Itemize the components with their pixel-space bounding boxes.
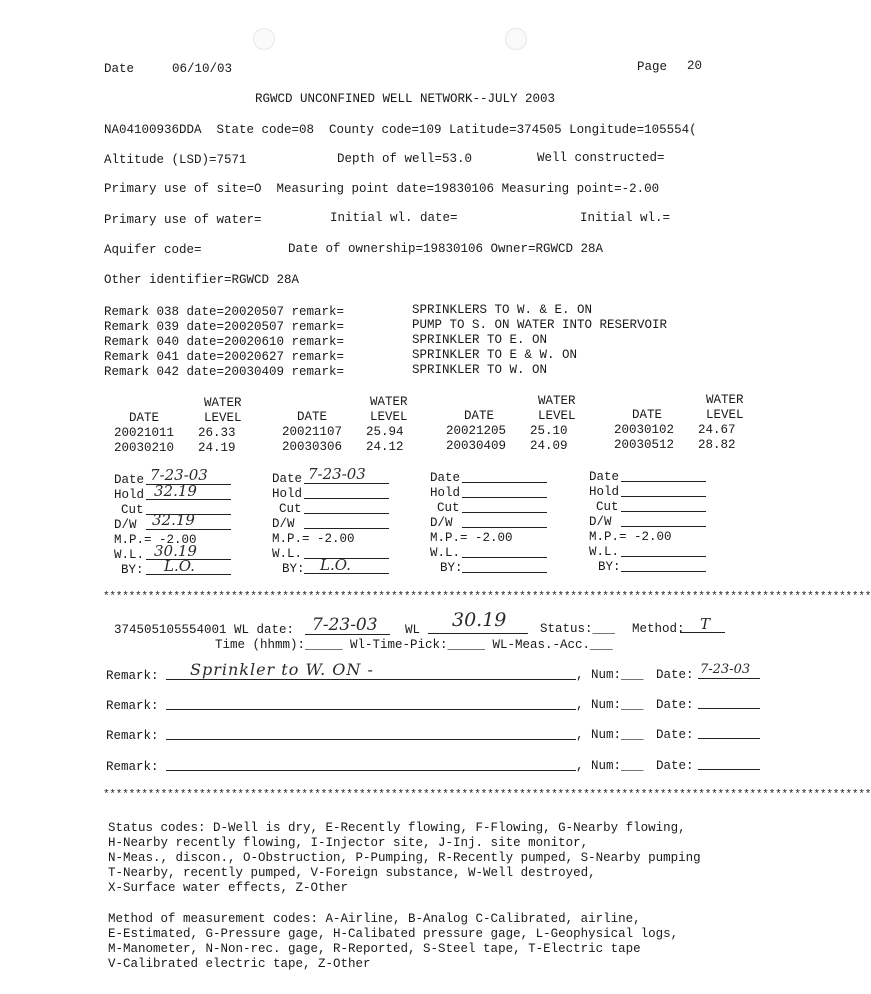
col-header-water: WATER [204,396,242,410]
form-by-label: BY: [121,563,144,577]
form-date-label: Date [430,471,461,485]
form-hold-label: Hold [589,485,620,499]
table-cell: 28.82 [698,438,736,452]
remark-field[interactable] [166,709,576,710]
hand-by: L.O. [320,556,351,574]
form-wl-field[interactable] [462,557,547,558]
remark-row-right: SPRINKLER TO E & W. ON [412,348,578,362]
method-code-line: V-Calibrated electric tape, Z-Other [108,957,371,971]
table-cell: 20030306 [282,440,343,454]
table-cell: 24.12 [366,440,404,454]
hand-entry-wl: 30.19 [452,609,507,631]
remark-field[interactable] [166,739,576,740]
col-header-water: WATER [706,393,744,407]
remark-date-field[interactable] [698,738,760,739]
remark-date-label: Date: [656,698,694,712]
form-cut-field[interactable] [462,512,547,513]
form-date-field[interactable] [304,483,389,484]
form-dw-label: D/W [589,515,612,529]
form-by-field[interactable] [462,572,547,573]
table-cell: 20021011 [114,426,175,440]
well-constructed: Well constructed= [537,151,665,165]
col-header-water: WATER [370,395,408,409]
ownership-line: Date of ownership=19830106 Owner=RGWCD 28A [288,242,604,256]
remark-num: , Num:___ [576,698,644,712]
form-by-field[interactable] [621,571,706,572]
entry-id: 374505105554001 WL date: [114,623,295,637]
hand-wl: 30.19 [154,542,197,560]
col-header-date: DATE [464,409,495,423]
table-cell: 20021107 [282,425,343,439]
remark-date-label: Date: [656,668,694,682]
hand-entry-method: T [700,615,711,633]
remark-field[interactable] [166,770,576,771]
form-dw-field[interactable] [462,527,547,528]
hand-date: 7-23-03 [308,465,366,483]
altitude: Altitude (LSD)=7571 [104,153,247,167]
measuring-point-line: Primary use of site=O Measuring point date=19830106 Measuring point=-2.00 [104,182,660,196]
remark-num: , Num:___ [576,668,644,682]
status-code-line: Status codes: D-Well is dry, E-Recently flowing, F-Flowing, G-Nearby flowing, [108,821,686,835]
method-code-line: E-Estimated, G-Pressure gage, H-Calibated pressure gage, L-Geophysical logs, [108,927,679,941]
remark-row-right: SPRINKLER TO E. ON [412,333,548,347]
remark-field[interactable] [166,679,576,680]
form-dw-label: D/W [114,518,137,532]
remark-row-right: SPRINKLER TO W. ON [412,363,548,377]
form-hold-field[interactable] [304,498,389,499]
form-hold-label: Hold [430,486,461,500]
hand-remark: Sprinkler to W. ON - [190,660,374,679]
table-cell: 20030102 [614,423,675,437]
hand-dw: 32.19 [152,511,195,529]
status-code-line: N-Meas., discon., O-Obstruction, P-Pumping, R-Recently pumped, S-Nearby pumping [108,851,701,865]
form-hold-label: Hold [114,488,145,502]
asterisk-divider: ************************************************************************************************************************ [103,591,871,603]
form-date-label: Date [114,473,145,487]
form-by-label: BY: [598,560,621,574]
asterisk-divider: ************************************************************************************************************************ [103,789,871,801]
hand-by: L.O. [164,557,195,575]
form-cut-label: Cut [279,502,302,516]
remark-row-left: Remark 039 date=20020507 remark= [104,320,345,334]
table-cell: 25.10 [530,424,568,438]
table-cell: 24.67 [698,423,736,437]
status-code-line: X-Surface water effects, Z-Other [108,881,349,895]
remark-label: Remark: [106,760,159,774]
col-header-level: LEVEL [538,409,576,423]
form-mp: M.P.= -2.00 [272,532,355,546]
form-dw-field[interactable] [304,528,389,529]
entry-time-line: Time (hhmm):_____ Wl-Time-Pick:_____ WL-Meas.-Acc.___ [215,638,613,652]
remark-date-field[interactable] [698,678,760,679]
initial-wl-date: Initial wl. date= [330,211,458,225]
aquifer-code: Aquifer code= [104,243,202,257]
remark-num: , Num:___ [576,759,644,773]
entry-method: Method: [632,622,685,636]
form-cut-label: Cut [596,500,619,514]
table-cell: 20030409 [446,439,507,453]
table-cell: 24.19 [198,441,236,455]
form-wl-label: W.L. [272,547,303,561]
report-title: RGWCD UNCONFINED WELL NETWORK--JULY 2003 [255,92,556,106]
hand-hold: 32.19 [154,482,197,500]
remark-row-left: Remark 042 date=20030409 remark= [104,365,345,379]
entry-wl-label: WL [405,623,421,637]
table-cell: 26.33 [198,426,236,440]
punch-hole [505,28,527,50]
remark-label: Remark: [106,699,159,713]
method-code-line: Method of measurement codes: A-Airline, B-Analog C-Calibrated, airline, [108,912,641,926]
form-hold-label: Hold [272,487,303,501]
remark-label: Remark: [106,729,159,743]
table-cell: 20030210 [114,441,175,455]
form-cut-field[interactable] [621,511,706,512]
form-hold-field[interactable] [462,497,547,498]
form-hold-field[interactable] [621,496,706,497]
col-header-water: WATER [538,394,576,408]
status-code-line: T-Nearby, recently pumped, V-Foreign substance, W-Well destroyed, [108,866,596,880]
page-label: Page [637,60,668,74]
form-date-label: Date [272,472,303,486]
form-cut-label: Cut [121,503,144,517]
form-wl-label: W.L. [589,545,620,559]
form-wl-label: W.L. [114,548,145,562]
form-by-label: BY: [440,561,463,575]
table-cell: 25.94 [366,425,404,439]
remark-row-left: Remark 038 date=20020507 remark= [104,305,345,319]
form-dw-field[interactable] [146,529,231,530]
form-by-label: BY: [282,562,305,576]
col-header-level: LEVEL [370,410,408,424]
remark-num: , Num:___ [576,728,644,742]
entry-status: Status:___ [540,622,616,636]
primary-use-water: Primary use of water= [104,213,262,227]
remark-row-left: Remark 041 date=20020627 remark= [104,350,345,364]
form-date-field[interactable] [462,482,547,483]
date-label: Date [104,62,135,76]
remark-date-field[interactable] [698,769,760,770]
col-header-date: DATE [129,411,160,425]
remark-row-right: PUMP TO S. ON WATER INTO RESERVOIR [412,318,668,332]
initial-wl: Initial wl.= [580,211,671,225]
col-header-date: DATE [632,408,663,422]
well-depth: Depth of well=53.0 [337,152,473,166]
page-number: 20 [687,59,703,73]
form-dw-label: D/W [272,517,295,531]
col-header-level: LEVEL [706,408,744,422]
remark-label: Remark: [106,669,159,683]
hand-remark-date: 7-23-03 [700,662,751,677]
form-wl-label: W.L. [430,546,461,560]
form-date-label: Date [589,470,620,484]
entry-wl-field[interactable] [428,633,528,634]
table-cell: 20030512 [614,438,675,452]
punch-hole [253,28,275,50]
form-mp: M.P.= -2.00 [589,530,672,544]
form-mp: M.P.= -2.00 [430,531,513,545]
form-mp: M.P.= -2.00 [114,533,197,547]
hand-date: 7-23-03 [150,466,208,484]
other-identifier: Other identifier=RGWCD 28A [104,273,300,287]
form-cut-field[interactable] [304,513,389,514]
form-dw-field[interactable] [621,526,706,527]
remark-date-field[interactable] [698,708,760,709]
col-header-date: DATE [297,410,328,424]
hand-entry-date: 7-23-03 [312,615,378,635]
table-cell: 20021205 [446,424,507,438]
form-cut-label: Cut [437,501,460,515]
form-dw-label: D/W [430,516,453,530]
status-code-line: H-Nearby recently flowing, I-Injector site, J-Inj. site monitor, [108,836,589,850]
remark-row-right: SPRINKLERS TO W. & E. ON [412,303,593,317]
form-date-field[interactable] [621,481,706,482]
report-date: 06/10/03 [172,62,233,76]
remark-date-label: Date: [656,728,694,742]
table-cell: 24.09 [530,439,568,453]
remark-date-label: Date: [656,759,694,773]
remark-row-left: Remark 040 date=20020610 remark= [104,335,345,349]
col-header-level: LEVEL [204,411,242,425]
form-wl-field[interactable] [621,556,706,557]
site-id-line: NA04100936DDA State code=08 County code=109 Latitude=374505 Longitude=105554( [104,123,697,137]
method-code-line: M-Manometer, N-Non-rec. gage, R-Reported, S-Steel tape, T-Electric tape [108,942,641,956]
